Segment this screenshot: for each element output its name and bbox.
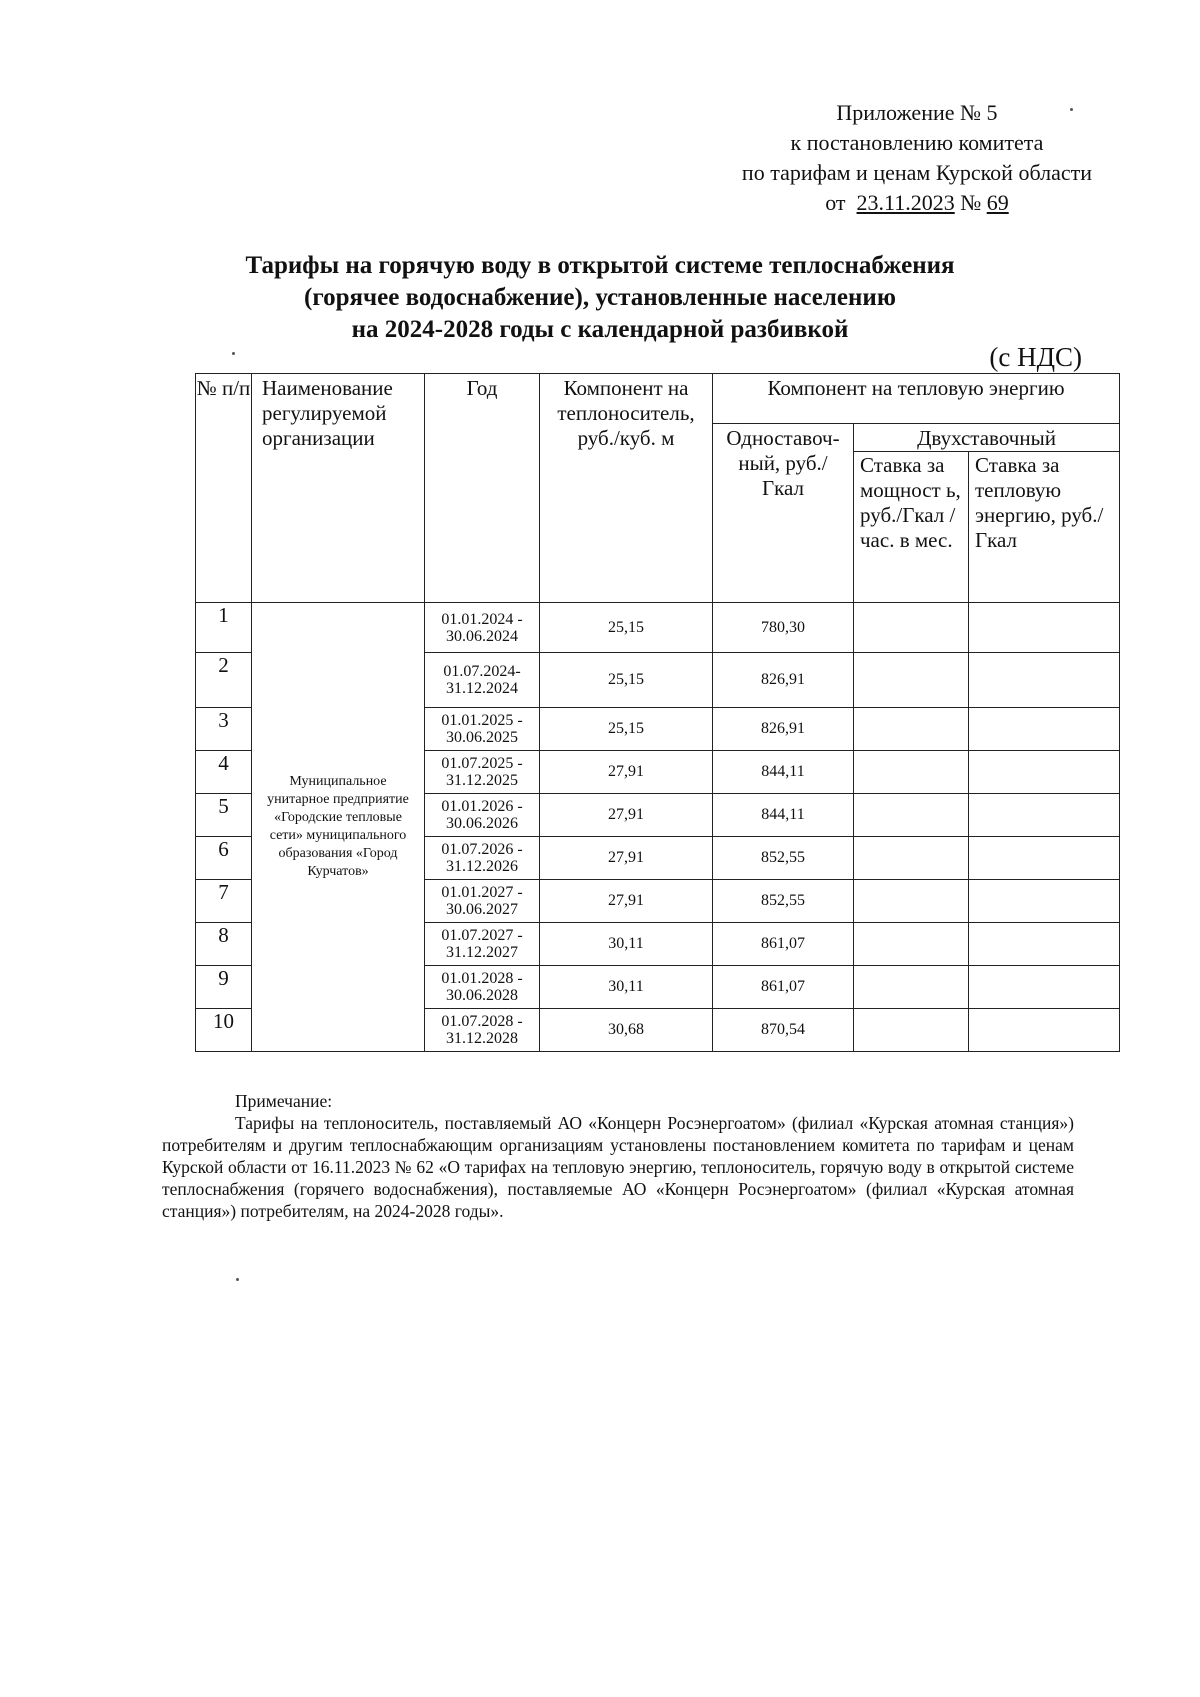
capacity-rate-value xyxy=(854,966,969,1009)
capacity-rate-value xyxy=(854,880,969,923)
carrier-value: 27,91 xyxy=(540,880,713,923)
vat-note: (с НДС) xyxy=(989,342,1082,372)
note-heading: Примечание: xyxy=(235,1091,333,1111)
period-cell: 01.07.2025 - 31.12.2025 xyxy=(425,751,540,794)
single-rate-value: 861,07 xyxy=(713,966,854,1009)
title-line-2: (горячее водоснабжение), установленные населению xyxy=(304,284,896,311)
row-number: 10 xyxy=(196,1009,252,1052)
capacity-rate-value xyxy=(854,751,969,794)
single-rate-value: 780,30 xyxy=(713,603,854,653)
period-cell: 01.01.2028 - 30.06.2028 xyxy=(425,966,540,1009)
appendix-line-3: по тарифам и ценам Курской области xyxy=(741,160,1092,185)
period-cell: 01.07.2028 - 31.12.2028 xyxy=(425,1009,540,1052)
capacity-rate-value xyxy=(854,794,969,837)
single-rate-value: 852,55 xyxy=(713,837,854,880)
period-cell: 01.01.2024 - 30.06.2024 xyxy=(425,603,540,653)
carrier-value: 30,68 xyxy=(540,1009,713,1052)
row-number: 7 xyxy=(196,880,252,923)
appendix-header xyxy=(742,98,1092,218)
scan-speck xyxy=(1070,108,1073,111)
period-cell: 01.01.2027 - 30.06.2027 xyxy=(425,880,540,923)
capacity-rate-value xyxy=(854,653,969,708)
appendix-date-line xyxy=(742,188,1092,218)
header-two: Двухставочный xyxy=(854,424,1120,452)
energy-rate-value xyxy=(969,1009,1120,1052)
title-line-1: Тарифы на горячую воду в открытой системе теплоснабжения xyxy=(245,252,955,279)
energy-rate-value xyxy=(969,880,1120,923)
row-number: 4 xyxy=(196,751,252,794)
row-number: 1 xyxy=(196,603,252,653)
period-cell: 01.07.2024- 31.12.2024 xyxy=(425,653,540,708)
energy-rate-value xyxy=(969,653,1120,708)
energy-rate-value xyxy=(969,708,1120,751)
capacity-rate-value xyxy=(854,1009,969,1052)
carrier-value: 30,11 xyxy=(540,923,713,966)
single-rate-value: 844,11 xyxy=(713,794,854,837)
period-cell: 01.01.2026 - 30.06.2026 xyxy=(425,794,540,837)
header-org: Наименование регулируемой организации xyxy=(252,374,425,603)
single-rate-value: 870,54 xyxy=(713,1009,854,1052)
capacity-rate-value xyxy=(854,603,969,653)
capacity-rate-value xyxy=(854,837,969,880)
date-prefix: от xyxy=(825,190,846,215)
row-number: 6 xyxy=(196,837,252,880)
resolution-number: 69 xyxy=(986,190,1009,215)
energy-rate-value xyxy=(969,923,1120,966)
single-rate-value: 852,55 xyxy=(713,880,854,923)
tariffs-table xyxy=(195,373,1120,1052)
single-rate-value: 826,91 xyxy=(713,708,854,751)
note-text: Тарифы на теплоноситель, поставляемый АО «Концерн Росэнергоатом» (филиал «Курская атомная станция») потребителям и другим теплоснабжающим организациям установлены постановлением комитета по тарифам и ценам Курской области от 16.11.2023 № 62 «О тарифах на тепловую энергию, теплоноситель, горячую воду в открытой системе теплоснабжения (горячего водоснабжения), поставляемые АО «Концерн Росэнергоатом» (филиал «Курская атомная станция») потребителям, на 2024-2028 годы». xyxy=(162,1113,1074,1221)
header-year: Год xyxy=(425,374,540,603)
single-rate-value: 844,11 xyxy=(713,751,854,794)
carrier-value: 27,91 xyxy=(540,751,713,794)
energy-rate-value xyxy=(969,751,1120,794)
header-carrier: Компонент на теплоноситель, руб./куб. м xyxy=(540,374,713,603)
row-number: 3 xyxy=(196,708,252,751)
table-row xyxy=(196,603,1120,653)
appendix-line-2: к постановлению комитета xyxy=(790,130,1044,155)
capacity-rate-value xyxy=(854,923,969,966)
carrier-value: 27,91 xyxy=(540,837,713,880)
header-heat: Компонент на тепловую энергию xyxy=(713,374,1120,424)
header-capacity: Ставка за мощност ь, руб./Гкал /час. в мес. xyxy=(854,452,969,603)
document-title xyxy=(0,250,1200,346)
appendix-line-1: Приложение № 5 xyxy=(836,100,998,125)
carrier-value: 25,15 xyxy=(540,603,713,653)
carrier-value: 27,91 xyxy=(540,794,713,837)
resolution-date: 23.11.2023 xyxy=(856,190,955,215)
row-number: 2 xyxy=(196,653,252,708)
carrier-value: 30,11 xyxy=(540,966,713,1009)
energy-rate-value xyxy=(969,603,1120,653)
row-number: 5 xyxy=(196,794,252,837)
single-rate-value: 861,07 xyxy=(713,923,854,966)
period-cell: 01.07.2027 - 31.12.2027 xyxy=(425,923,540,966)
row-number: 8 xyxy=(196,923,252,966)
capacity-rate-value xyxy=(854,708,969,751)
note-block xyxy=(162,1090,1074,1222)
carrier-value: 25,15 xyxy=(540,653,713,708)
energy-rate-value xyxy=(969,966,1120,1009)
header-single: Одноставоч-ный, руб./Гкал xyxy=(713,424,854,603)
period-cell: 01.07.2026 - 31.12.2026 xyxy=(425,837,540,880)
row-number: 9 xyxy=(196,966,252,1009)
scan-speck xyxy=(232,352,235,355)
carrier-value: 25,15 xyxy=(540,708,713,751)
header-energy: Ставка за тепловую энергию, руб./Гкал xyxy=(969,452,1120,603)
organization-name: Муниципальное унитарное предприятие «Городские тепловые сети» муниципального образования «Город Курчатов» xyxy=(252,603,425,1052)
title-line-3: на 2024-2028 годы с календарной разбивкой xyxy=(351,316,849,343)
period-cell: 01.01.2025 - 30.06.2025 xyxy=(425,708,540,751)
single-rate-value: 826,91 xyxy=(713,653,854,708)
energy-rate-value xyxy=(969,794,1120,837)
energy-rate-value xyxy=(969,837,1120,880)
number-prefix: № xyxy=(960,190,982,215)
scan-speck xyxy=(236,1278,239,1281)
header-num: № п/п xyxy=(196,374,252,603)
